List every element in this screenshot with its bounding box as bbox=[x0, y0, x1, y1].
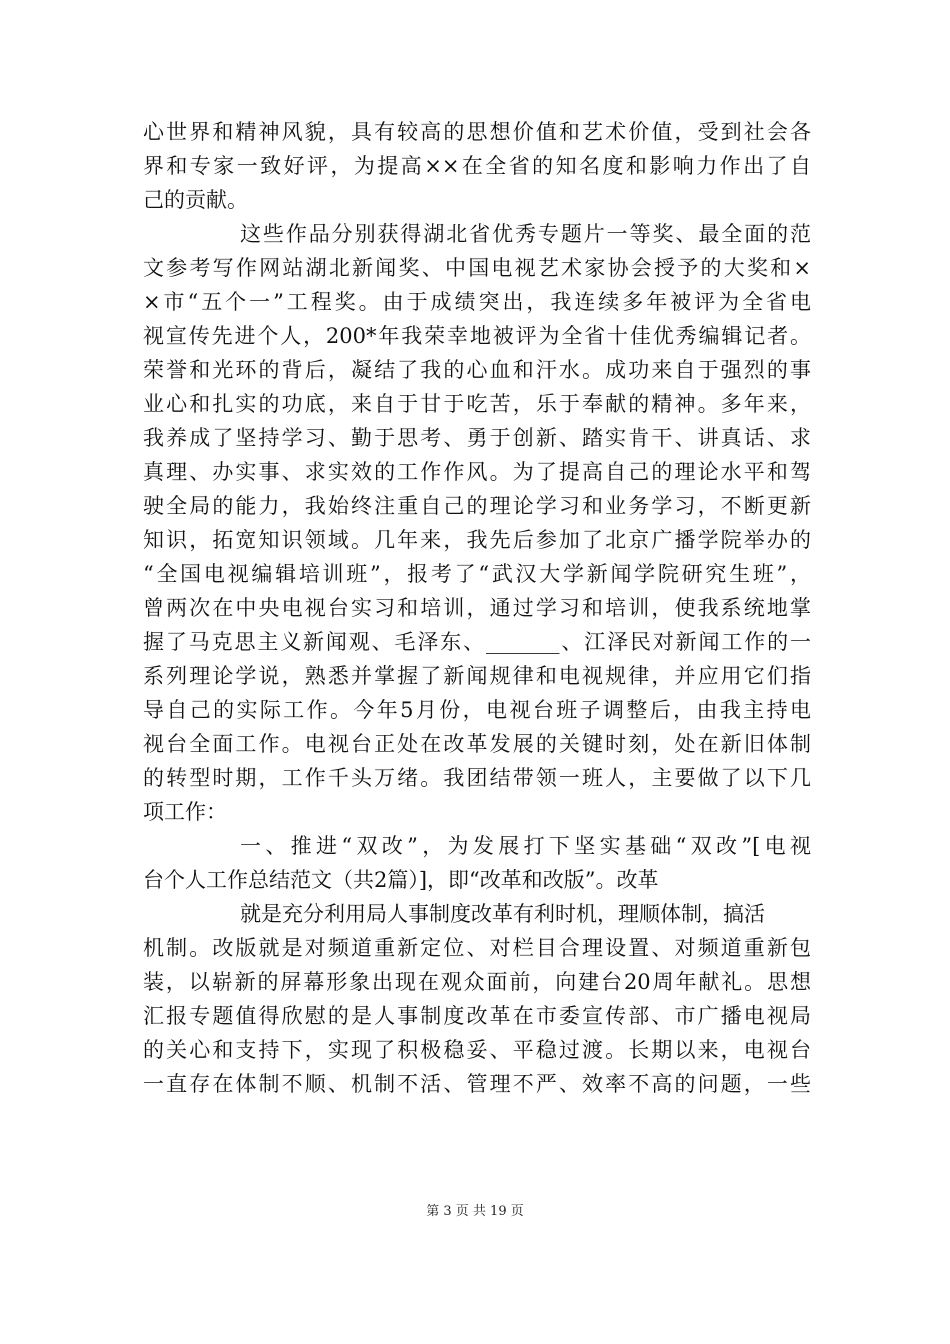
text-line: 项工作： bbox=[143, 800, 227, 824]
text-line: 荣誉和光环的背后，凝结了我的心血和汗水。成功来自于强烈的事 bbox=[143, 358, 811, 382]
text-line: 知识，拓宽知识领域。几年来，我先后参加了北京广播学院举办的 bbox=[143, 528, 811, 552]
text-line: 我养成了坚持学习、勤于思考、勇于创新、踏实肯干、讲真话、求 bbox=[143, 426, 811, 450]
text-line: 驶全局的能力，我始终注重自己的理论学习和业务学习，不断更新 bbox=[143, 494, 811, 518]
text-line: 界和专家一致好评，为提高××在全省的知名度和影响力作出了自 bbox=[143, 154, 811, 178]
text-line: 系列理论学说，熟悉并掌握了新闻规律和电视规律，并应用它们指 bbox=[143, 664, 811, 688]
text-line: 的转型时期，工作千头万绪。我团结带领一班人，主要做了以下几 bbox=[143, 766, 811, 790]
text-line: 汇报专题值得欣慰的是人事制度改革在市委宣传部、市广播电视局 bbox=[143, 1004, 811, 1028]
paragraph-first-line: 就是充分利用局人事制度改革有利时机，理顺体制，搞活 bbox=[240, 902, 765, 926]
text-line: “全国电视编辑培训班”，报考了“武汉大学新闻学院研究生班”， bbox=[143, 562, 811, 586]
text-line: 的关心和支持下，实现了积极稳妥、平稳过渡。长期以来，电视台 bbox=[143, 1038, 811, 1062]
section-heading-line: 一、推进“双改”，为发展打下坚实基础“双改”[电视 bbox=[240, 834, 811, 858]
text-line: 台个人工作总结范文（共2篇）]，即“改革和改版”。改革 bbox=[143, 868, 659, 892]
text-line: 真理、办实事、求实效的工作作风。为了提高自己的理论水平和驾 bbox=[143, 460, 811, 484]
text-line: 己的贡献。 bbox=[143, 188, 248, 212]
text-line: 机制。改版就是对频道重新定位、对栏目合理设置、对频道重新包 bbox=[143, 936, 811, 960]
text-line: 导自己的实际工作。今年5月份，电视台班子调整后，由我主持电 bbox=[143, 698, 811, 722]
paragraph-first-line: 这些作品分别获得湖北省优秀专题片一等奖、最全面的范 bbox=[240, 222, 811, 246]
text-line: 装，以崭新的屏幕形象出现在观众面前，向建台20周年献礼。思想 bbox=[143, 970, 811, 994]
text-line: 视宣传先进个人，200*年我荣幸地被评为全省十佳优秀编辑记者。 bbox=[143, 324, 811, 348]
text-line: 业心和扎实的功底，来自于甘于吃苦，乐于奉献的精神。多年来， bbox=[143, 392, 811, 416]
text-line: 握了马克思主义新闻观、毛泽东、_______、江泽民对新闻工作的一 bbox=[143, 630, 811, 654]
text-line: 文参考写作网站湖北新闻奖、中国电视艺术家协会授予的大奖和× bbox=[143, 256, 811, 280]
text-line: 一直存在体制不顺、机制不活、管理不严、效率不高的问题，一些 bbox=[143, 1072, 811, 1096]
text-line: ×市“五个一”工程奖。由于成绩突出，我连续多年被评为全省电 bbox=[143, 290, 811, 314]
page-number: 第 3 页 共 19 页 bbox=[426, 1204, 524, 1219]
text-line: 视台全面工作。电视台正处在改革发展的关键时刻，处在新旧体制 bbox=[143, 732, 811, 756]
text-line: 曾两次在中央电视台实习和培训，通过学习和培训，使我系统地掌 bbox=[143, 596, 811, 620]
body-text bbox=[143, 115, 811, 1101]
text-line: 心世界和精神风貌，具有较高的思想价值和艺术价值，受到社会各 bbox=[143, 120, 811, 144]
